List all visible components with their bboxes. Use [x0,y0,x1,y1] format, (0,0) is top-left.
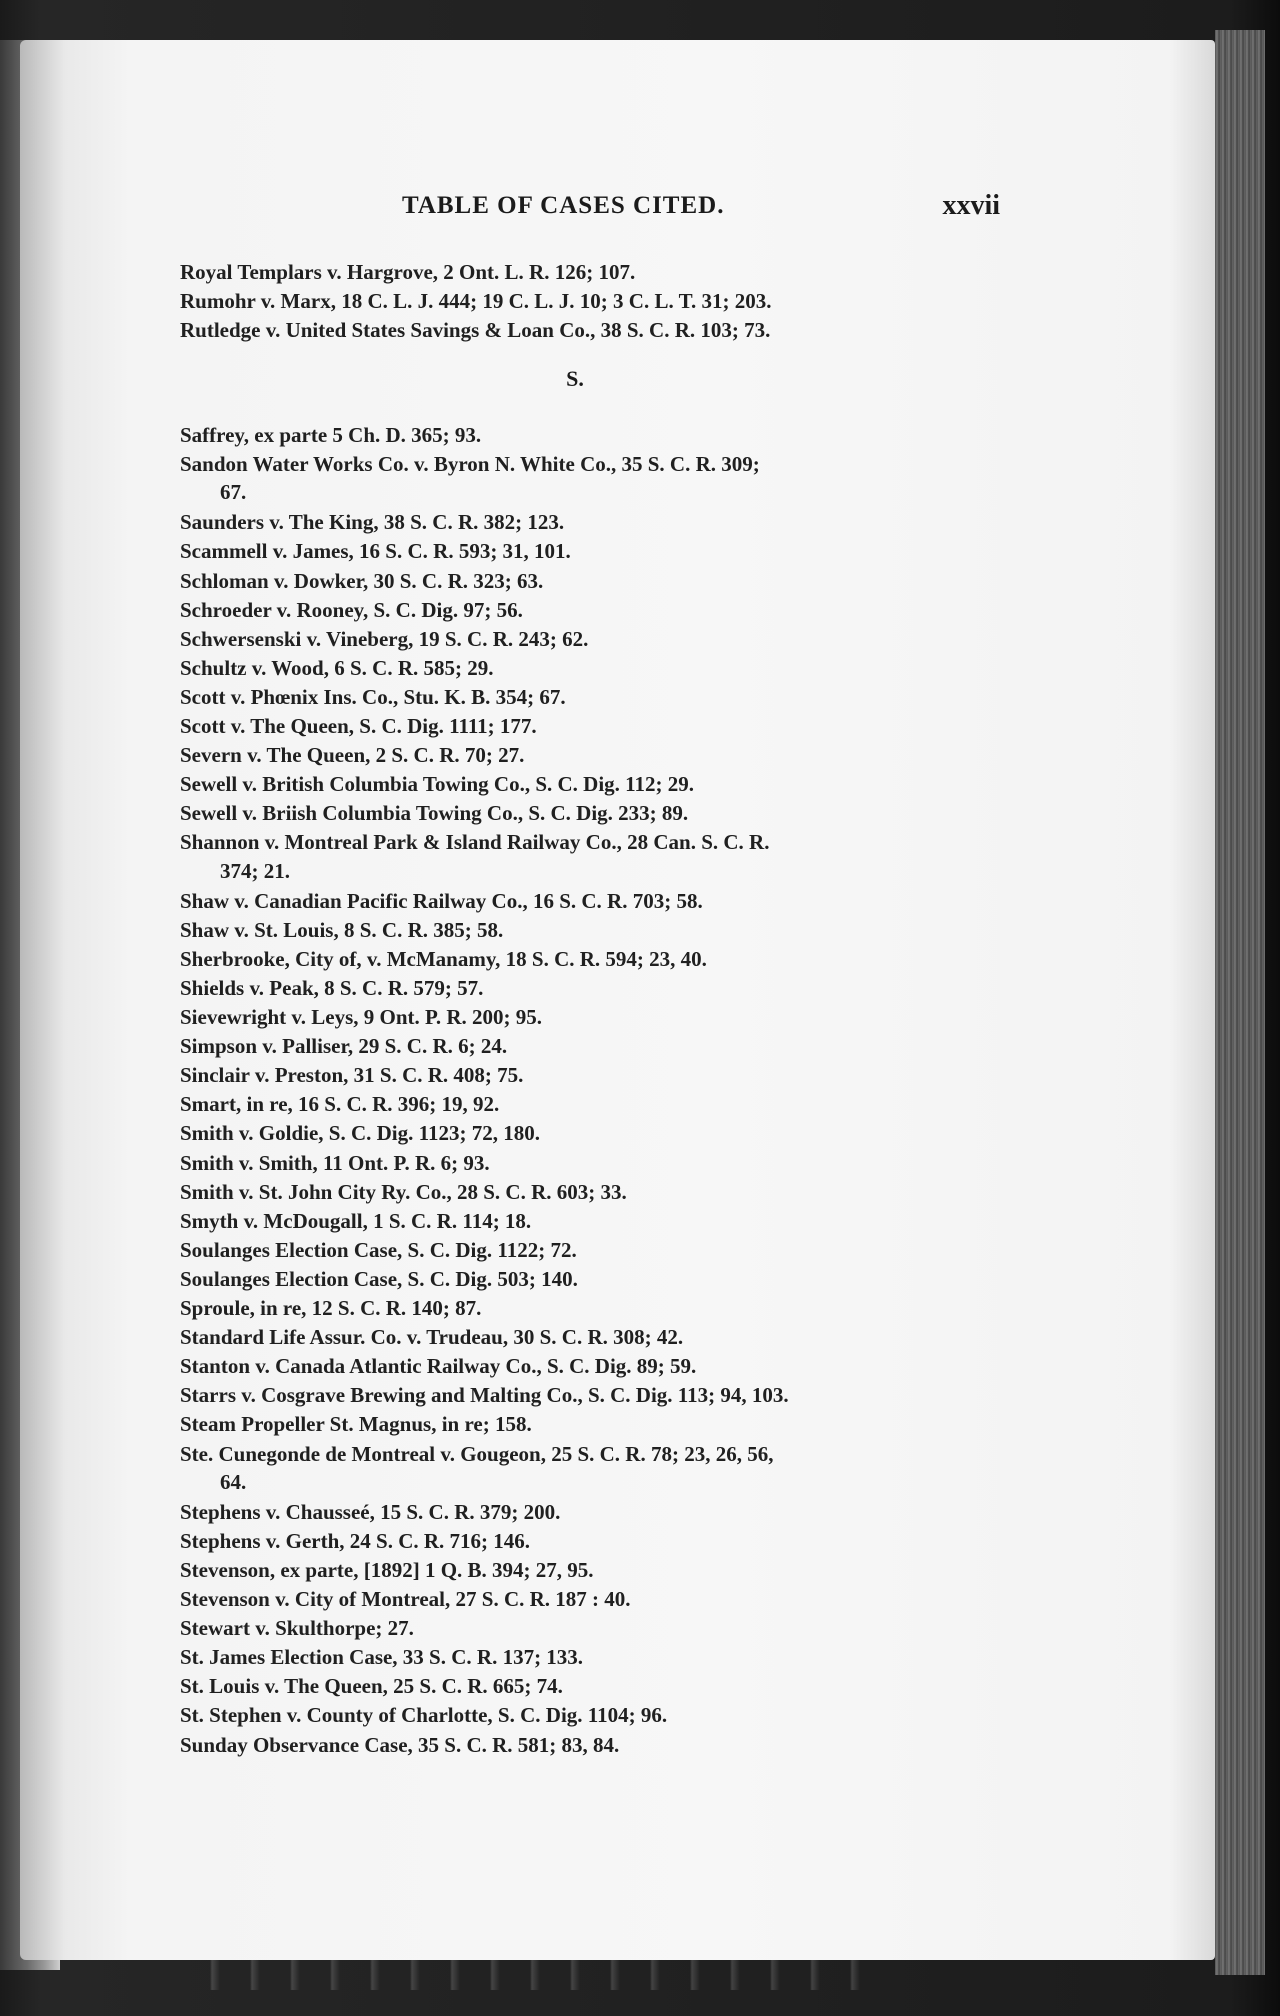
case-citation: Scott v. Phœnix Ins. Co., Stu. K. B. 354; 67. [180,684,566,709]
case-entry [180,1149,1010,1177]
page-number: xxvii [942,190,1000,221]
case-citation: Shannon v. Montreal Park & Island Railway Co., 28 Can. S. C. R. [180,830,770,855]
case-citation: Schroeder v. Rooney, S. C. Dig. 97; 56. [180,597,523,622]
case-citation: Stewart v. Skulthorpe; 27. [180,1616,414,1641]
case-entry [180,828,1010,884]
section-heading: S. [566,366,584,391]
case-citation: Severn v. The Queen, 2 S. C. R. 70; 27. [180,743,525,768]
case-entry [180,450,1010,506]
case-citation: Sunday Observance Case, 35 S. C. R. 581; 83, 84. [180,1732,620,1757]
case-entry [180,1352,1010,1380]
case-entry: Rumohr v. Marx, 18 C. L. J. 444; 19 C. L. J. 10; 3 C. L. T. 31; 203. [180,289,772,313]
page-edges [1215,30,1265,1975]
case-citation: Standard Life Assur. Co. v. Trudeau, 30 S. C. R. 308; 42. [180,1325,684,1350]
case-citation: Scott v. The Queen, S. C. Dig. 1111; 177. [180,714,537,738]
case-citation-continuation: 64. [220,1469,247,1494]
case-entry [180,1265,1010,1293]
case-citation: Scammell v. James, 16 S. C. R. 593; 31, 101. [180,539,571,564]
case-entry [180,421,1010,449]
case-citation: Schloman v. Dowker, 30 S. C. R. 323; 63. [180,568,544,593]
case-entry [180,1614,1010,1642]
case-entry [180,1032,1010,1060]
case-citation: Schultz v. Wood, 6 S. C. R. 585; 29. [180,655,494,680]
case-entry [180,1556,1010,1584]
case-entry: Rutledge v. United States Savings & Loan Co., 38 S. C. R. 103; 73. [180,318,771,342]
case-entry [180,1643,1010,1671]
case-citation: Sherbrooke, City of, v. McManamy, 18 S. C. R. 594; 23, 40. [180,946,707,971]
case-entry [180,1236,1010,1264]
case-citation-continuation: 374; 21. [220,858,290,883]
case-citation: Sandon Water Works Co. v. Byron N. White Co., 35 S. C. R. 309; [180,452,760,477]
case-citation: Smith v. St. John City Ry. Co., 28 S. C. R. 603; 33. [180,1179,627,1204]
case-citation: St. James Election Case, 33 S. C. R. 137; 133. [180,1645,584,1670]
case-citation: Soulanges Election Case, S. C. Dig. 503; 140. [180,1266,578,1291]
case-entry [180,1381,1010,1409]
case-entry [180,1003,1010,1031]
case-citation: Schwersenski v. Vineberg, 19 S. C. R. 243; 62. [180,626,589,651]
case-entry [180,567,1010,595]
case-citation: Sewell v. Briish Columbia Towing Co., S. C. Dig. 233; 89. [180,801,689,826]
case-citation: Ste. Cunegonde de Montreal v. Gougeon, 25 S. C. R. 78; 23, 26, 56, [180,1441,774,1466]
case-entry [180,712,1010,740]
case-entry [180,945,1010,973]
case-entry [180,1672,1010,1700]
case-entry [180,596,1010,624]
case-entry [180,1585,1010,1613]
case-citation: Starrs v. Cosgrave Brewing and Malting Co., S. C. Dig. 113; 94, 103. [180,1383,789,1408]
case-citation: Sinclair v. Preston, 31 S. C. R. 408; 75. [180,1063,524,1088]
case-entry [180,974,1010,1002]
case-entry [180,1731,1010,1759]
case-entry [180,1090,1010,1118]
case-citation: Sproule, in re, 12 S. C. R. 140; 87. [180,1296,482,1320]
case-citation: Smith v. Smith, 11 Ont. P. R. 6; 93. [180,1150,490,1175]
scan-artifact [180,1960,880,1990]
case-citation: Stevenson v. City of Montreal, 27 S. C. R. 187 : 40. [180,1587,631,1611]
case-citation: Shaw v. Canadian Pacific Railway Co., 16 S. C. R. 703; 58. [180,888,703,913]
case-entry [180,508,1010,536]
case-entry [180,1178,1010,1206]
running-title: TABLE OF CASES CITED. [402,192,725,219]
case-entry [180,1323,1010,1351]
case-citation-continuation: 67. [220,480,247,505]
case-citation: Sievewright v. Leys, 9 Ont. P. R. 200; 95. [180,1005,543,1029]
case-entry [180,683,1010,711]
case-entry [180,799,1010,827]
case-entry [180,1498,1010,1526]
case-citation: Saffrey, ex parte 5 Ch. D. 365; 93. [180,423,482,447]
case-entry [180,887,1010,915]
case-citation: Shaw v. St. Louis, 8 S. C. R. 385; 58. [180,917,504,942]
case-entry [180,654,1010,682]
case-citation: Smart, in re, 16 S. C. R. 396; 19, 92. [180,1092,500,1117]
case-citation: Saunders v. The King, 38 S. C. R. 382; 123. [180,510,565,535]
case-citation: Sewell v. British Columbia Towing Co., S. C. Dig. 112; 29. [180,772,694,797]
case-entry [180,537,1010,565]
case-citation: Soulanges Election Case, S. C. Dig. 1122; 72. [180,1237,577,1262]
case-entry [180,1527,1010,1555]
case-entry [180,1119,1010,1147]
case-entry [180,1440,1010,1496]
case-entry [180,1207,1010,1235]
case-citation: Smith v. Goldie, S. C. Dig. 1123; 72, 180. [180,1121,540,1146]
case-entry [180,741,1010,769]
case-entry [180,1061,1010,1089]
case-entry [180,1294,1010,1322]
case-citation: Stevenson, ex parte, [1892] 1 Q. B. 394; 27, 95. [180,1557,594,1582]
case-entry: Royal Templars v. Hargrove, 2 Ont. L. R. 126; 107. [180,260,636,284]
case-citation: St. Stephen v. County of Charlotte, S. C. Dig. 1104; 96. [180,1703,668,1728]
page-header [180,192,1000,232]
case-citation: Stanton v. Canada Atlantic Railway Co., S. C. Dig. 89; 59. [180,1354,697,1379]
case-citation: Smyth v. McDougall, 1 S. C. R. 114; 18. [180,1208,532,1233]
case-entry [180,770,1010,798]
case-citation: Shields v. Peak, 8 S. C. R. 579; 57. [180,975,484,1000]
case-citation: St. Louis v. The Queen, 25 S. C. R. 665; 74. [180,1674,563,1699]
case-entry [180,625,1010,653]
case-citation: Stephens v. Chausseé, 15 S. C. R. 379; 200. [180,1499,561,1524]
case-entry [180,916,1010,944]
case-citation: Simpson v. Palliser, 29 S. C. R. 6; 24. [180,1034,508,1059]
case-entry [180,1701,1010,1729]
case-citation: Stephens v. Gerth, 24 S. C. R. 716; 146. [180,1528,531,1553]
case-citation: Steam Propeller St. Magnus, in re; 158. [180,1412,532,1437]
case-entry [180,1410,1010,1438]
